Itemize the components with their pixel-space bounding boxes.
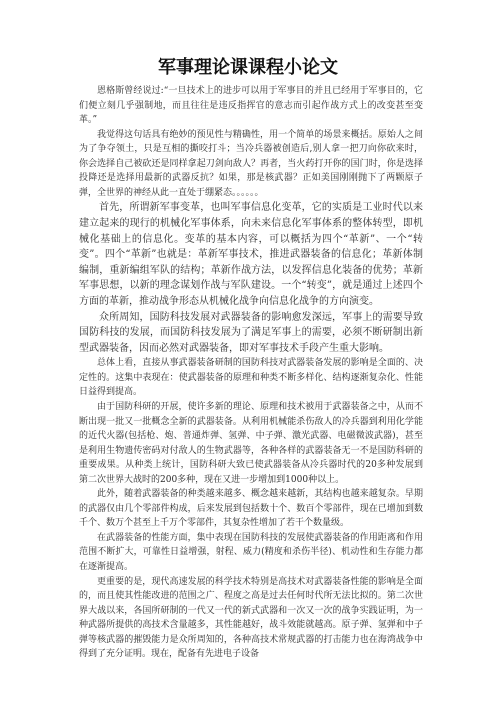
- paragraph-new-weapons: 由于国防科研的开展，使许多新的理论、原理和技术被用于武器装备之中，从而不断出现一批又一批概念全新的武器装备。从利用机械能杀伤敌人的冷兵器到利用化学能的近代火器(包括枪、炮、普通炸弹、氢弹、中子弹、激光武器、电磁微波武器)，甚至是利用生物遗传密码对付敌人的生物武器等，各种各样的武器装备无一不是国防科研的重要成果。从种类上统计，国防科研大致已使武器装备从冷兵器时代的20多种发展到第二次世界大战时的200多种，现在又进一步增加到1000种以上。: [79, 401, 423, 485]
- document-body: [79, 84, 423, 662]
- paragraph-high-tech: 更重要的是，现代高速发展的科学技术特别是高技术对武器装备性能的影响是全面的，而且使其性能改进的范围之广、程度之高是过去任何时代所无法比拟的。第二次世界大战以来，各国所研制的一代又一代的新式武器和一次又一次的战争实践证明，为一种武器所提供的高技术含量越多，其性能越好，战斗效能就越高。原子弹、氢弹和中子弹等核武器的摧毁能力是众所周知的，各种高技术常规武器的打击能力也在海湾战争中得到了充分证明。现在，配备有先进电子设备: [79, 576, 423, 660]
- paragraph-complexity: 此外，随着武器装备的种类越来越多、概念越来越新，其结构也越来越复杂。早期的武器仅由几个零部件构成，后来发展到包括数十个、数百个零部件，现在已增加到数千个、数万个甚至上千万个零部件，其复杂性增加了若干个数量级。: [79, 489, 423, 529]
- paragraph-overall-impact: 总体上看，直接从事武器装备研制的国防科技对武器装备发展的影响是全面的、决定性的。这集中表现在：使武器装备的原理和种类不断多样化、结构逐渐复杂化、性能日益得到提高。: [79, 358, 423, 398]
- paragraph-engels-quote: 恩格斯曾经说过:“一旦技术上的进步可以用于军事目的并且已经用于军事目的，它们便立刻几乎强制地，而且往往是违反指挥官的意志而引起作战方式上的改变甚至变革。”: [79, 86, 423, 126]
- document-title: 军事理论课课程小论文: [158, 57, 338, 78]
- paragraph-performance: 在武器装备的性能方面，集中表现在国防科技的发展使武器装备的作用距离和作用范围不断扩大，可靠性日益增强，射程、威力(精度和杀伤半径)、机动性和生存能力都在逐渐提高。: [79, 532, 423, 572]
- paragraph-military-revolution: 首先，所谓新军事变革，也叫军事信息化变革，它的实质是工业时代以来建立起来的现行的机械化军事体系，向未来信息化军事体系的整体转型，即机械化基础上的信息化。变革的基本内容，可以概括为四个“革新”、一个“转变”。四个“革新”也就是：革新军事技术，推进武器装备的信息化；革新体制编制，重新编组军队的结构；革新作战方法，以发挥信息化装备的优势；革新军事思想，以新的理念谋划作战与军队建设。一个“转变”，就是通过上述四个方面的革新，推动战争形态从机械化战争向信息化战争的方向演变。: [79, 202, 423, 307]
- paragraph-interpretation: 我觉得这句话具有绝妙的预见性与精确性，用一个简单的场景来概括。原始人之间为了争夺领土，只是互相的撕咬打斗；当冷兵器被创造后,别人拿一把刀向你砍来时，你会选择自己被砍还是同样拿起刀剑向敌人？再者，当火药打开你的国门时，你是选择投降还是选择用最新的武器反抗？如果，那是核武器？正如美国刚刚抛下了两颗原子弹，全世界的神经从此一直处于绷紧态。。。。。。: [79, 129, 423, 198]
- paragraph-defense-tech: 众所周知，国防科技发展对武器装备的影响愈发深远，军事上的需要导致国防科技的发展，而国防科技发展为了满足军事上的需要，必须不断研制出新型武器装备，因而必然对武器装备，即对军事技术手段产生重大影响。: [79, 311, 423, 354]
